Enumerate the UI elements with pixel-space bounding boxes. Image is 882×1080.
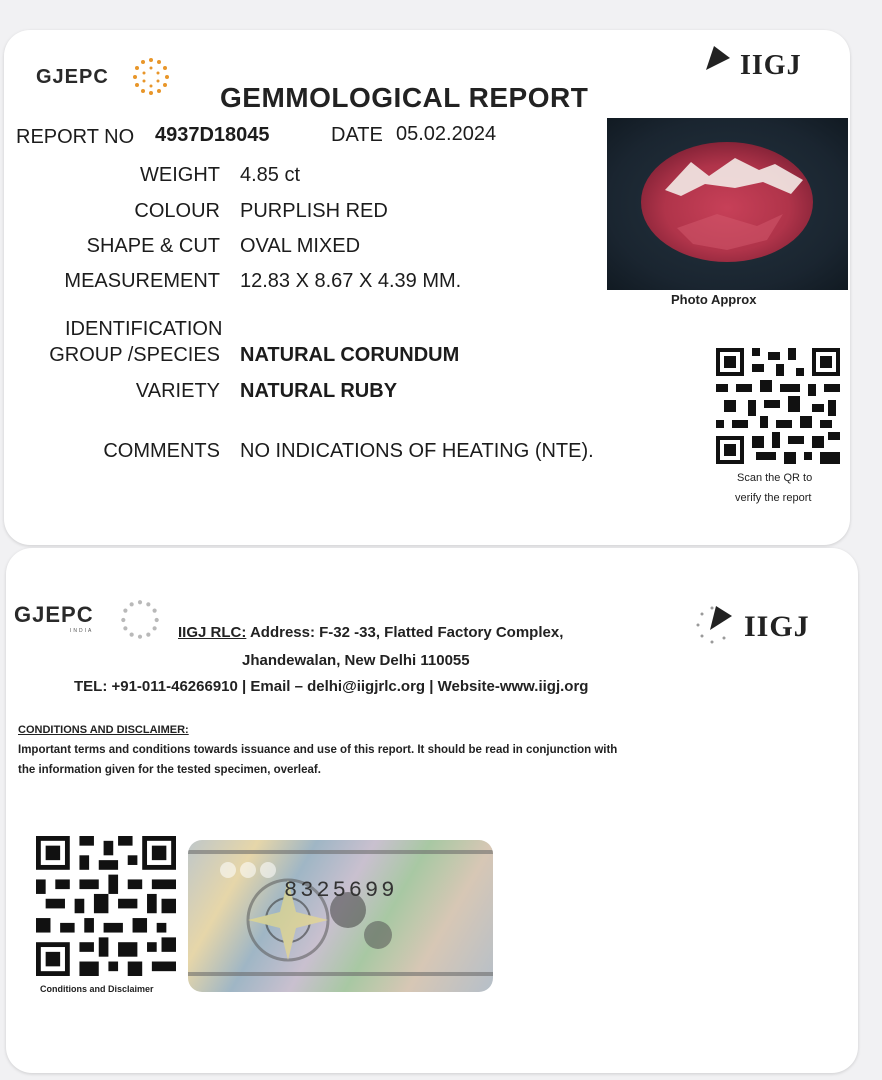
gjepc-logo-back-text: GJEPC bbox=[14, 602, 94, 627]
identification-label: IDENTIFICATION bbox=[65, 318, 223, 340]
shape-cut-label: SHAPE & CUT bbox=[86, 235, 220, 257]
variety-label: VARIETY bbox=[135, 380, 220, 402]
iigj-logo-text: IIGJ bbox=[740, 50, 802, 81]
qr-caption-line1: Scan the QR to bbox=[737, 472, 813, 484]
shape-cut-value: OVAL MIXED bbox=[240, 235, 361, 257]
gjepc-logo-back-sub: INDIA bbox=[70, 628, 94, 634]
qr-caption-line2: verify the report bbox=[735, 492, 812, 504]
photo-caption: Photo Approx bbox=[671, 292, 757, 307]
address-line2: Jhandewalan, New Delhi 110055 bbox=[242, 652, 470, 669]
measurement-label: MEASUREMENT bbox=[64, 270, 220, 292]
weight-label: WEIGHT bbox=[140, 164, 220, 186]
iigj-logo-back bbox=[688, 600, 838, 660]
measurement-value: 12.83 X 8.67 X 4.39 MM. bbox=[240, 270, 462, 292]
conditions-line2: the information given for the tested specimen, overleaf. bbox=[18, 764, 321, 776]
colour-value: PURPLISH RED bbox=[240, 200, 388, 222]
address-label: IIGJ RLC: bbox=[178, 624, 247, 641]
weight-value: 4.85 ct bbox=[240, 164, 301, 186]
comments-label: COMMENTS bbox=[103, 440, 220, 462]
report-back-card bbox=[6, 548, 858, 1073]
group-species-value: NATURAL CORUNDUM bbox=[240, 344, 460, 366]
group-species-label: GROUP /SPECIES bbox=[49, 344, 220, 366]
hologram-number: 8325699 bbox=[284, 878, 398, 903]
gjepc-sunburst-icon bbox=[116, 596, 164, 644]
report-no-label: REPORT NO bbox=[16, 126, 135, 148]
verify-qr-code[interactable] bbox=[716, 348, 840, 464]
gjepc-logo-back bbox=[14, 602, 94, 634]
report-front-card bbox=[4, 30, 850, 545]
gjepc-logo bbox=[36, 66, 109, 89]
conditions-qr-caption: Conditions and Disclaimer bbox=[40, 984, 154, 994]
iigj-logo bbox=[700, 42, 830, 92]
variety-value: NATURAL RUBY bbox=[240, 380, 398, 402]
iigj-logo-back-text: IIGJ bbox=[744, 610, 810, 643]
comments-value: NO INDICATIONS OF HEATING (NTE). bbox=[240, 440, 594, 462]
gjepc-sunburst-icon bbox=[128, 54, 174, 100]
conditions-heading: CONDITIONS AND DISCLAIMER: bbox=[18, 724, 189, 736]
conditions-line1: Important terms and conditions towards issuance and use of this report. It should be read in conjunction with bbox=[18, 744, 618, 756]
report-no-value: 4937D18045 bbox=[155, 124, 270, 146]
ruby-gem-image bbox=[607, 118, 848, 290]
date-value: 05.02.2024 bbox=[396, 123, 497, 145]
report-title: GEMMOLOGICAL REPORT bbox=[220, 82, 589, 113]
address-text: Address: F-32 -33, Flatted Factory Complex, bbox=[246, 624, 564, 641]
gjepc-logo-text: GJEPC bbox=[36, 66, 109, 88]
colour-label: COLOUR bbox=[134, 200, 220, 222]
iigj-arrow-icon bbox=[688, 600, 738, 650]
gem-photo bbox=[607, 118, 848, 290]
iigj-arrow-icon bbox=[700, 42, 734, 76]
date-label: DATE bbox=[331, 124, 383, 146]
hologram-pattern-icon bbox=[188, 840, 493, 992]
conditions-qr-code[interactable] bbox=[36, 836, 176, 976]
contact-line: TEL: +91-011-46266910 | Email – delhi@iigjrlc.org | Website-www.iigj.org bbox=[74, 678, 589, 695]
security-hologram bbox=[188, 840, 493, 992]
address-line1 bbox=[178, 624, 563, 641]
